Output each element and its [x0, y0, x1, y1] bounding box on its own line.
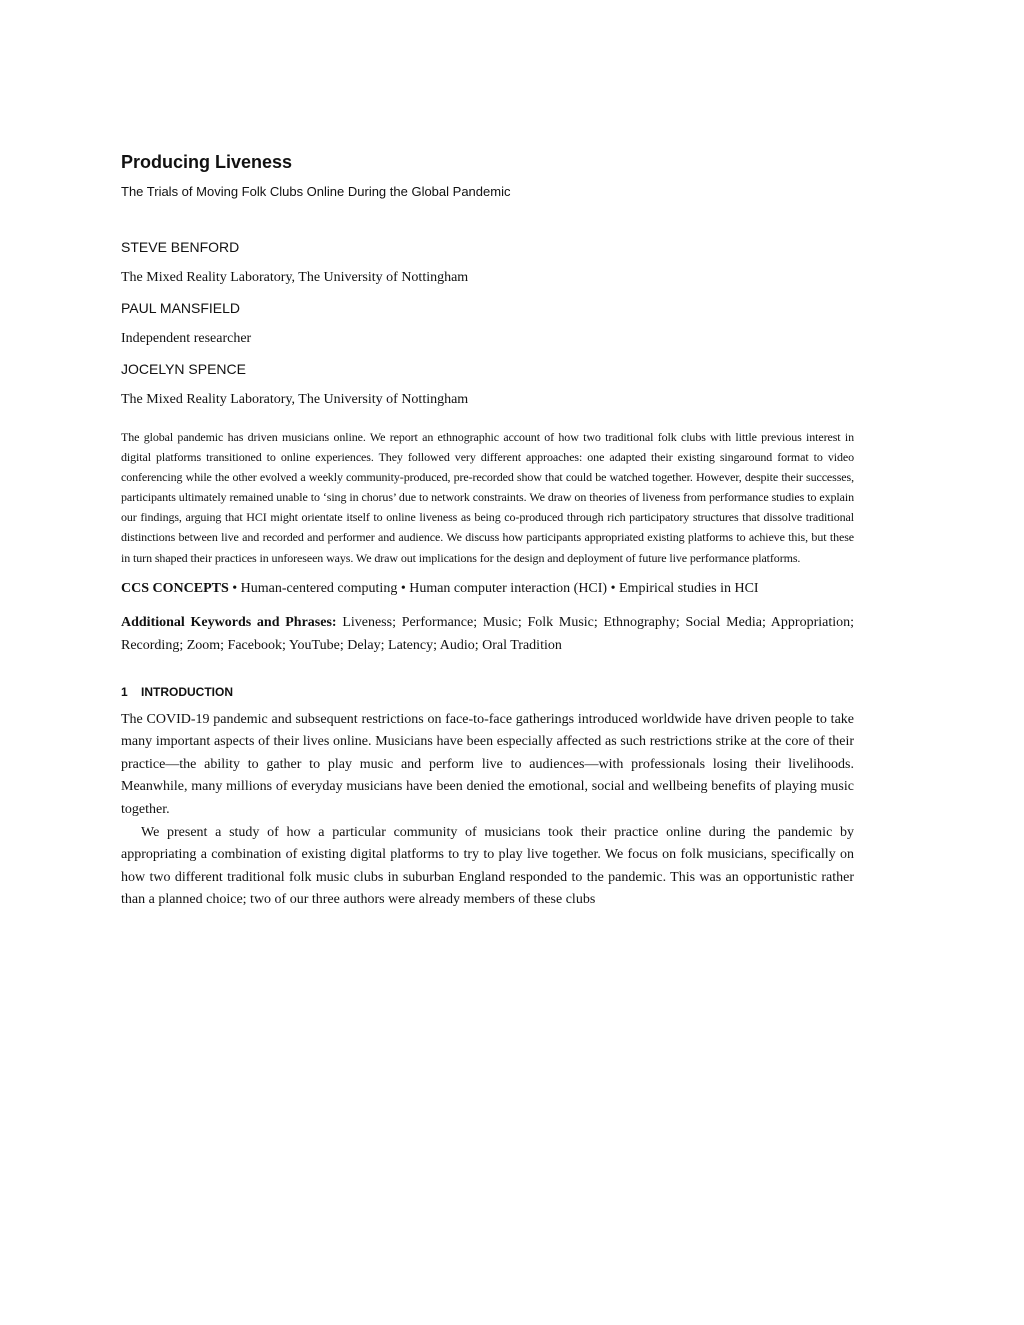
section-title: INTRODUCTION [141, 684, 233, 699]
ccs-text: • Human-centered computing • Human computer interaction (HCI) • Empirical studies in HCI [228, 580, 759, 596]
author-name: JOCELYN SPENCE [121, 361, 246, 377]
ccs-label: CCS CONCEPTS [121, 580, 229, 596]
keywords [121, 611, 854, 657]
author-name: PAUL MANSFIELD [121, 300, 241, 316]
paper-subtitle: The Trials of Moving Folk Clubs Online During the Global Pandemic [121, 184, 511, 199]
ccs-concepts [121, 578, 854, 600]
abstract: The global pandemic has driven musicians online. We report an ethnographic account of how two traditional folk clubs with little previous interest in digital platforms transitioned to online experiences. They followed very different approaches: one adapted their existing singaround format to video conferencing while the other evolved a weekly community-produced, pre-recorded show that could be watched together. However, despite their successes, participants ultimately remained unable to ‘sing in chorus’ due to network constraints. We draw on theories of liveness from performance studies to explain our findings, arguing that HCI might orientate itself to online liveness as being co-produced through rich participatory structures that dissolve traditional distinctions between live and recorded and performer and audience. We discuss how participants appropriated existing platforms to achieve this, but these in turn shaped their practices in unforeseen ways. We draw out implications for the design and deployment of future live performance platforms. [121, 430, 854, 565]
author-list [121, 238, 854, 409]
section-number: 1 [121, 684, 128, 699]
section-heading [121, 683, 854, 701]
author-name: STEVE BENFORD [121, 239, 240, 255]
keywords-text: Liveness; Performance; Music; Folk Music; Ethnography; Social Media; Appropriation; Recording; Zoom; Facebook; YouTube; Delay; Latency; Audio; Oral Tradition [121, 614, 855, 653]
paper-title: Producing Liveness [121, 152, 293, 172]
body-paragraph: We present a study of how a particular community of musicians took their practice online during the pandemic by appropriating a combination of existing digital platforms to try to play live together. We focus on folk musicians, specifically on how two different traditional folk music clubs in suburban England responded to the pandemic. This was an opportunistic rather than a planned choice; two of our three authors were already members of these clubs [121, 824, 854, 908]
paper-page [121, 150, 854, 912]
keywords-label: Additional Keywords and Phrases: [121, 614, 337, 630]
body-paragraph: The COVID-19 pandemic and subsequent restrictions on face-to-face gatherings introduced worldwide have driven people to take many important aspects of their lives online. Musicians have been especially affected as such restrictions strike at the core of their practice—the ability to gather to play music and perform live to audiences—with professionals losing their livelihoods. Meanwhile, many millions of everyday musicians have been denied the emotional, social and wellbeing benefits of playing music together. [121, 711, 854, 818]
author-affiliation: The Mixed Reality Laboratory, The University of Nottingham [121, 270, 469, 285]
author-affiliation: The Mixed Reality Laboratory, The University of Nottingham [121, 392, 469, 407]
author-affiliation: Independent researcher [121, 331, 252, 346]
